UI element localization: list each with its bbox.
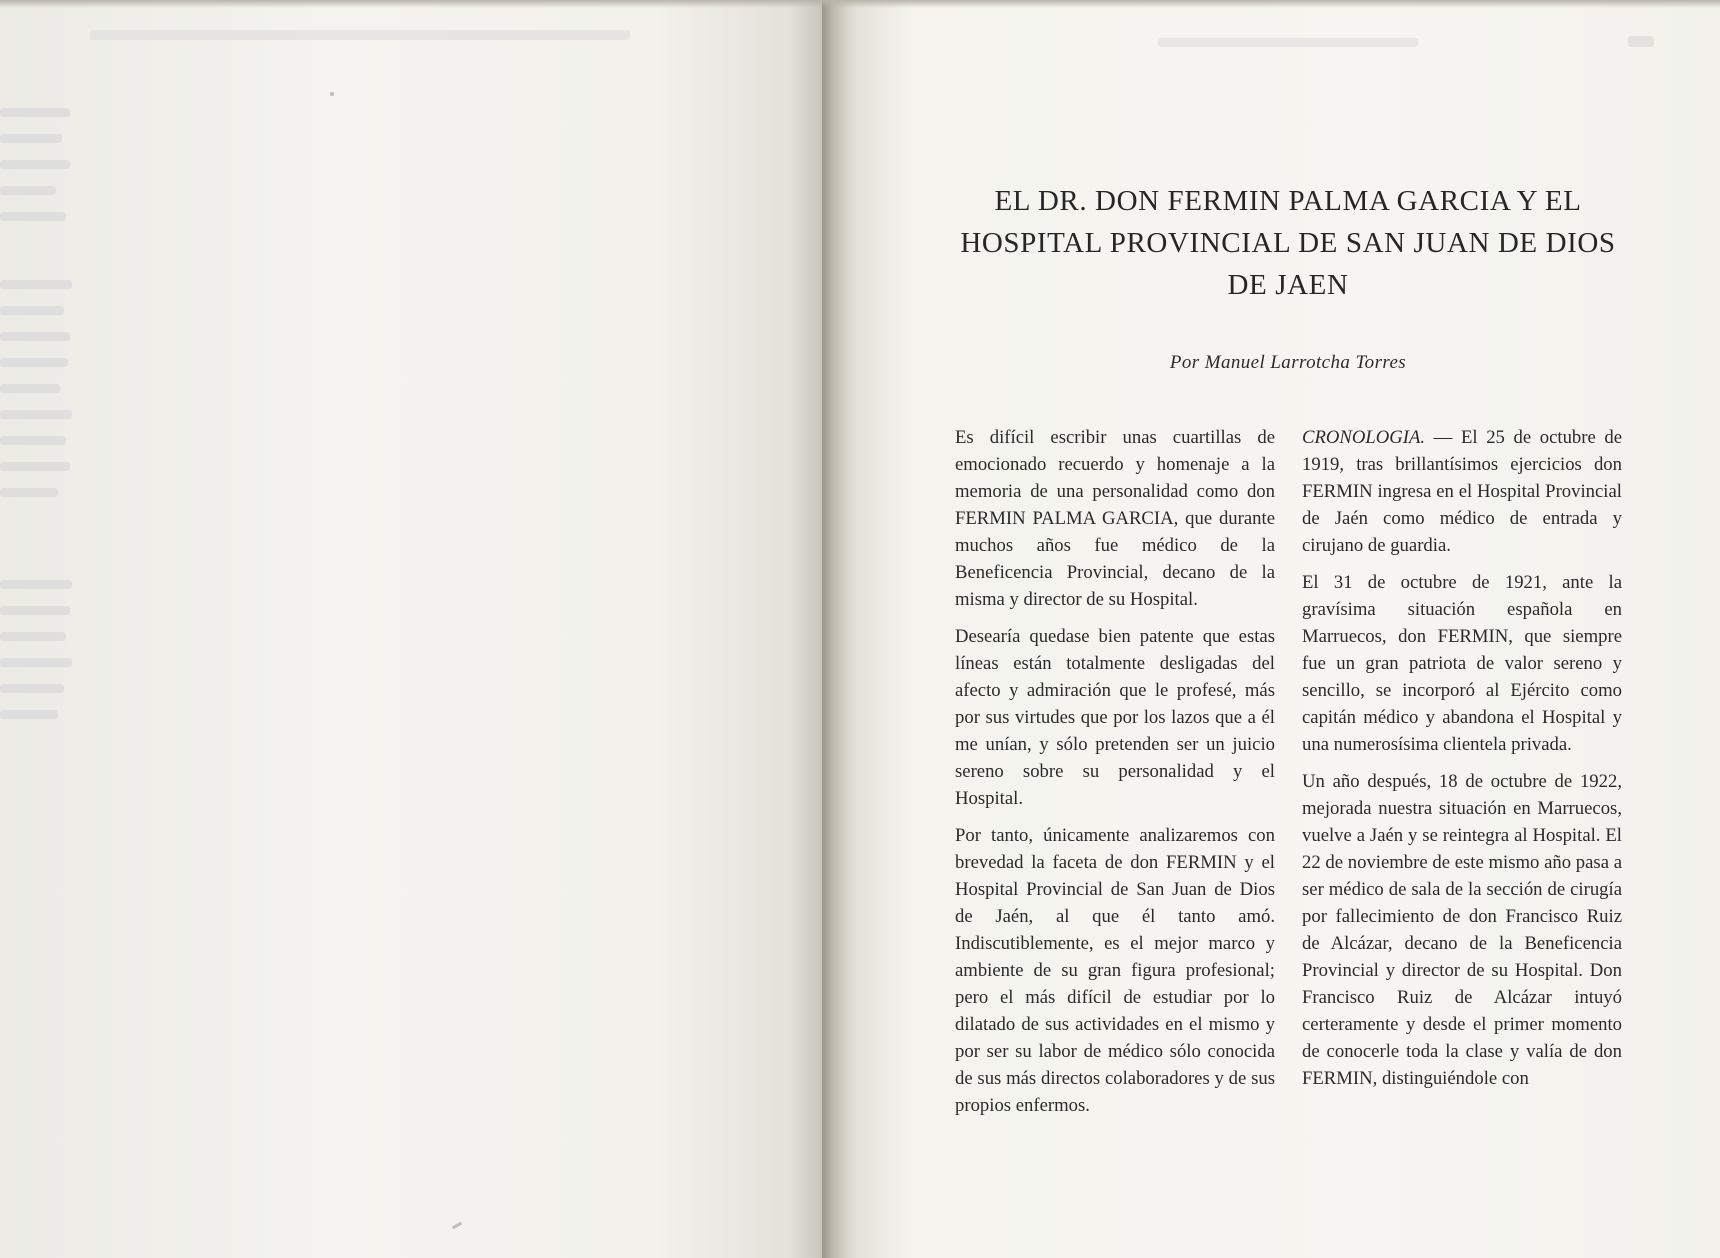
section-dash: —	[1433, 427, 1453, 448]
show-through-line	[0, 160, 70, 169]
body-paragraph: Es difícil escribir unas cuartillas de emocionado recuerdo y homenaje a la memoria de una personalidad como don FERMIN PALMA GARCIA, que durante muchos años fue médico de la Beneficencia Provincial, decano de la misma y director de su Hospital.	[955, 427, 1275, 610]
right-page	[858, 0, 1720, 1258]
show-through-line	[0, 186, 56, 195]
show-through-line	[0, 606, 70, 615]
show-through-line	[0, 684, 64, 693]
show-through-line	[0, 358, 68, 367]
body-paragraph: Un año después, 18 de octubre de 1922, mejorada nuestra situación en Marruecos, vuelve a Jaén y se reintegra al Hospital. El 22 de noviembre de este mismo año pasa a ser médico de sala de la sección de cirugía por fallecimiento de don Francisco Ruiz de Alcázar, decano de la Beneficencia Provincial y director de su Hospital. Don Francisco Ruiz de Alcázar intuyó certeramente y desde el primer momento de conocerle toda la clase y valía de don FERMIN, distinguiéndole con	[1302, 771, 1622, 1089]
show-through-line	[0, 212, 66, 221]
show-through-line	[0, 632, 66, 641]
show-through-line	[0, 134, 62, 143]
book-gutter	[822, 0, 858, 1258]
body-paragraph: El 31 de octubre de 1921, ante la gravísima situación española en Marruecos, don FERMIN, que siempre fue un gran patriota de valor sereno y sencillo, se incorporó al Ejército como capitán médico y abandona el Hospital y una numerosísima clientela privada.	[1302, 572, 1622, 755]
show-through-line	[0, 488, 58, 497]
show-through-text	[0, 0, 822, 1258]
section-label: CRONOLOGIA.	[1302, 427, 1426, 448]
show-through-line	[0, 658, 72, 667]
body-paragraph	[1302, 424, 1622, 559]
left-page	[0, 0, 822, 1258]
show-through-line	[0, 332, 70, 341]
article-byline: Por Manuel Larrotcha Torres	[1169, 352, 1407, 373]
body-paragraph: Por tanto, únicamente analizaremos con brevedad la faceta de don FERMIN y el Hospital Provincial de San Juan de Dios de Jaén, al que él tanto amó. Indiscutiblemente, es el mejor marco y ambiente de su gran figura profesional; pero el más difícil de estudiar por lo dilatado de sus actividades en el mismo y por ser su labor de médico sólo conocida de sus más directos colaboradores y de sus propios enfermos.	[955, 825, 1275, 1116]
page-top-shadow	[0, 0, 1720, 8]
show-through-running-head	[90, 30, 630, 40]
show-through-line	[0, 384, 60, 393]
body-paragraph: Desearía quedase bien patente que estas líneas están totalmente desligadas del afecto y admiración que le profesé, más por sus virtudes que por los lazos que a él me unían, y sólo pretenden ser un juicio sereno sobre su personalidad y el Hospital.	[955, 626, 1275, 809]
show-through-running-head	[1158, 38, 1418, 47]
body-text: El 25 de octubre de 1919, tras brillantísimos ejercicios don FERMIN ingresa en el Hospital Provincial de Jaén como médico de entrada y cirujano de guardia.	[1302, 427, 1623, 556]
show-through-line	[0, 580, 72, 589]
show-through-line	[0, 462, 70, 471]
right-text-column	[1302, 424, 1622, 1102]
show-through-line	[0, 280, 72, 289]
show-through-line	[0, 108, 70, 117]
show-through-line	[0, 410, 72, 419]
show-through-page-number	[1628, 36, 1654, 47]
paper-speck	[330, 92, 334, 96]
left-text-column	[955, 424, 1275, 1129]
show-through-line	[0, 436, 66, 445]
article-title: EL DR. DON FERMIN PALMA GARCIA Y EL HOSPITAL PROVINCIAL DE SAN JUAN DE DIOS DE JAEN	[960, 185, 1616, 301]
show-through-line	[0, 306, 64, 315]
show-through-line	[0, 710, 58, 719]
